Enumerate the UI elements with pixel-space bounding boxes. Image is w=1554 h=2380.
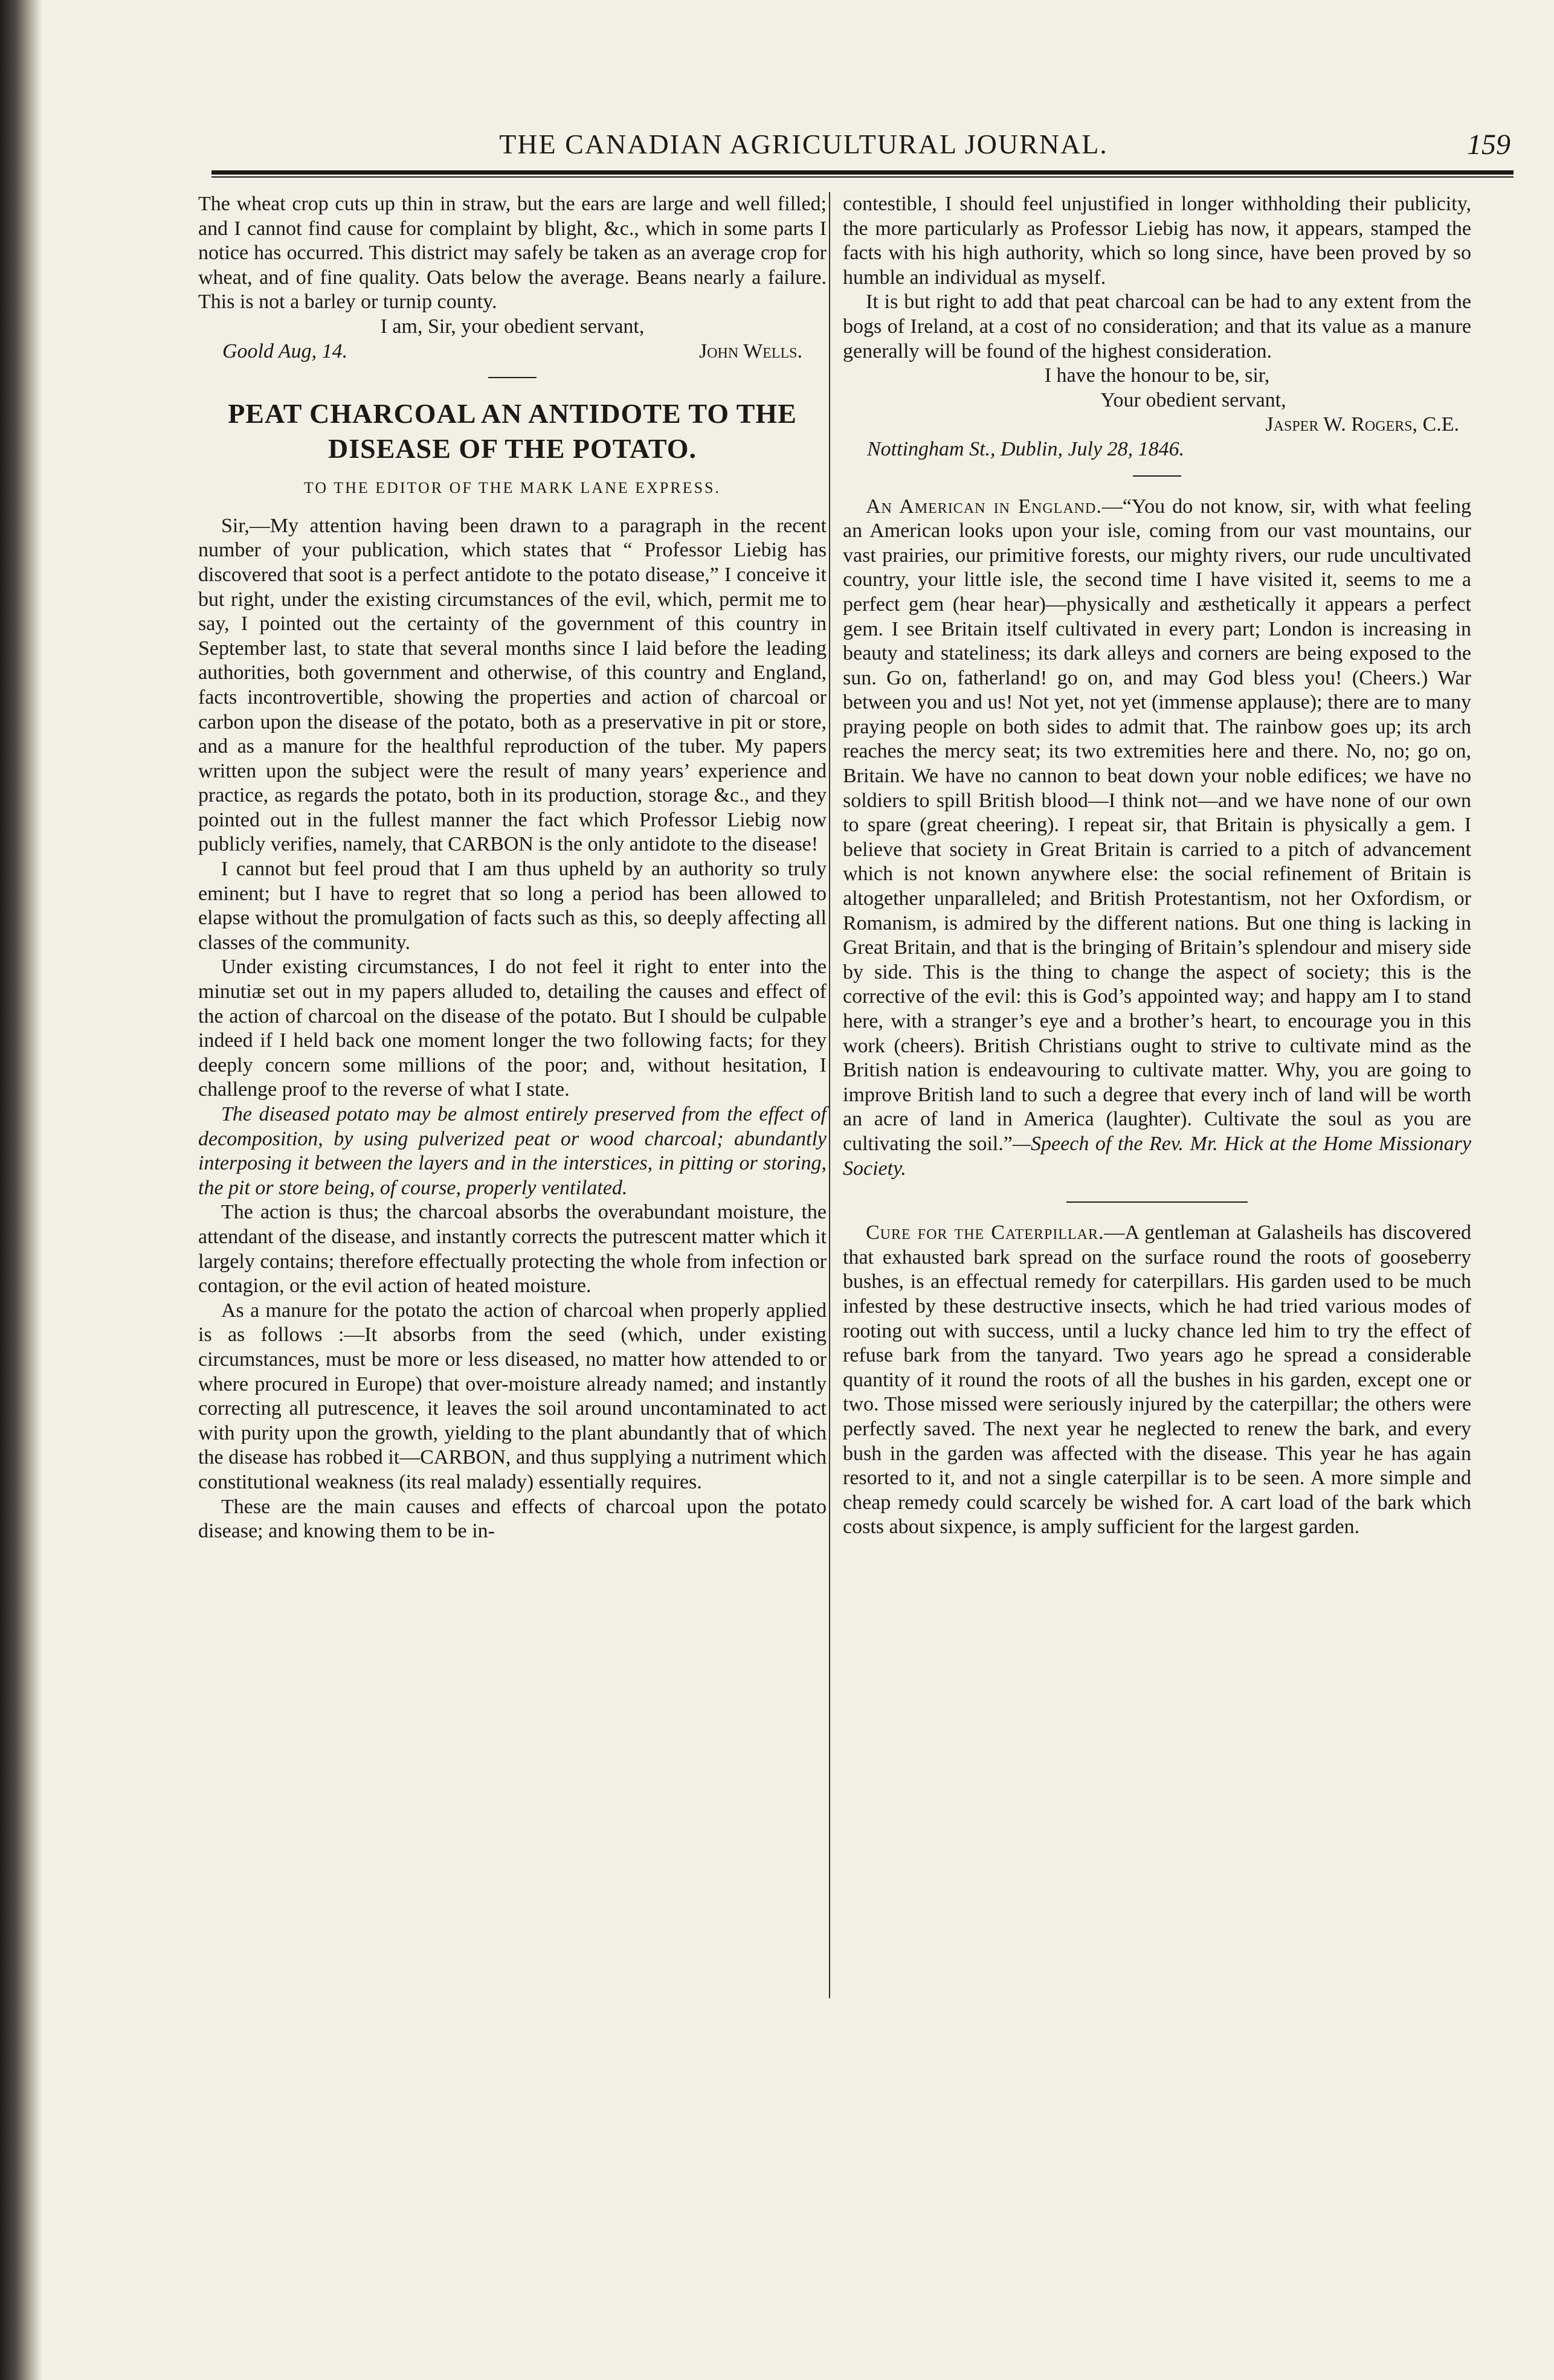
letter-wells-signature-row bbox=[198, 339, 827, 364]
letter-wells-closing: I am, Sir, your obedient servant, bbox=[380, 315, 645, 338]
article-peat-charcoal bbox=[198, 396, 827, 1544]
article-paragraph: As a manure for the potato the action of charcoal when properly applied is as follows :—It absorbs from the seed (which, under existing circumstances, must be more or less diseased, no matter how attended to or where procured in Europe) that over-moisture already named; and instantly correcting all putrescence, it leaves the soil around uncontaminated to act with purity upon the growth, yielding to the plant abundantly that of which the disease has robbed it—CARBON, and thus supplying a nutriment which constitutional weakness (its real malady) essentially requires. bbox=[198, 1299, 827, 1493]
letter-wells-place: Goold Aug, 14. bbox=[222, 339, 348, 362]
section-rule bbox=[1066, 1201, 1248, 1203]
page-number: 159 bbox=[1467, 129, 1510, 161]
article-paragraph bbox=[843, 1221, 1471, 1540]
letter-wells bbox=[198, 192, 827, 364]
article-paragraph: The diseased potato may be almost entirely preserved from the effect of decomposition, by using pulverized peat or wood charcoal; abundantly interposing it between the layers and in the interstices, in pitting or storing, the pit or store being, of course, properly ventilated. bbox=[198, 1103, 827, 1199]
page-header bbox=[218, 128, 1510, 170]
running-title: THE CANADIAN AGRICULTURAL JOURNAL. bbox=[499, 129, 1108, 159]
article-subtitle: TO THE EDITOR OF THE MARK LANE EXPRESS. bbox=[303, 479, 721, 497]
letter-wells-signature: John Wells. bbox=[698, 339, 802, 362]
article-paragraph bbox=[843, 495, 1471, 1182]
column-divider bbox=[829, 192, 830, 1998]
right-column bbox=[843, 192, 1471, 1540]
section-rule bbox=[1133, 475, 1181, 477]
article-body: —A gentleman at Galasheils has discovered that exhausted bark spread on the surface round the roots of gooseberry bushes, is an effectual remedy for caterpillars. His garden used to be much infested by these destructive insects, which he had tried various modes of rooting out with success, until a lucky chance led him to try the effect of refuse bark from the tanyard. Two years ago he spread a considerable quantity of it round the roots of all the bushes in his garden, except one or two. Those missed were seriously injured by the caterpillar; the others were perfectly saved. The next year he neglected to renew the bark, and every bush in the garden was affected with the disease. This year he has again resorted to it, and not a single caterpillar is to be seen. A more simple and cheap remedy could scarcely be wished for. A cart load of the bark which costs about sixpence, is amply sufficient for the largest garden. bbox=[843, 1221, 1471, 1539]
article-american-in-england bbox=[843, 495, 1471, 1182]
article-paragraph: Under existing circumstances, I do not feel it right to enter into the minutiæ set out in my papers alluded to, detailing the causes and effect of the action of charcoal on the disease of the potato. But I should be culpable indeed if I held back one moment longer the two following facts; for they deeply concern some millions of the poor; and, without hesitation, I challenge proof to the reverse of what I state. bbox=[198, 956, 827, 1101]
article-source: —Speech of the Rev. Mr. Hick at the Home Missionary Society. bbox=[843, 1132, 1472, 1180]
article-title: PEAT CHARCOAL AN ANTIDOTE TO THE DISEASE OF THE POTATO. bbox=[228, 398, 797, 465]
article-body: —“You do not know, sir, with what feeling an American looks upon your isle, coming from our vast mountains, our vast prairies, our primitive forests, our mighty rivers, our rude uncultivated country, your little isle, the second time I have visited it, seems to me a perfect gem (hear hear)—physically and æsthetically it appears a perfect gem. I see Britain itself cultivated in every part; London is increasing in beauty and stateliness; its dark alleys and corners are being exposed to the sun. Go on, fatherland! go on, and may God bless you! (Cheers.) War between you and us! Not yet, not yet (immense applause); there are to many praying people on both sides to admit that. The rainbow goes up; its arch reaches the mercy seat; its two extremities here and there. No, no; go on, Britain. We have no cannon to beat down your noble edifices; we have no soldiers to spill British blood—I think not—and we have none of our own to spare (great cheering). I repeat sir, that Britain is physically a gem. I believe that society in Great Britain is carried to a pitch of advancement which is not known anywhere else: the social refinement of Britain is altogether unparalleled; and British Protestantism, not her Oxfordism, or Romanism, is admired by the different nations. But one thing is lacking in Great Britain, and that is the bringing of Britain’s splendour and misery side by side. This is the thing to change the aspect of society; this is the corrective of the evil: this is God’s appointed way; and happy am I to stand here, with a stranger’s eye and a brother’s heart, to encourage you in this work (cheers). British Christians ought to strive to cultivate mind as the British nation is endeavouring to cultivate matter. Why, you are going to improve British land to such a degree that every inch of land will be worth an acre of land in America (laughter). Cultivate the soul as you are cultivating the soil.” bbox=[843, 495, 1471, 1155]
header-rule bbox=[211, 170, 1514, 178]
article-peat-charcoal-continued bbox=[843, 192, 1471, 462]
binding-shadow bbox=[0, 0, 42, 2380]
article-paragraph: The action is thus; the charcoal absorbs the overabundant moisture, the attendant of the disease, and instantly corrects the putrescent matter which it largely contains; therefore effectually protecting the whole from infection or contagion, or the evil action of heated moisture. bbox=[198, 1201, 827, 1298]
article-run-in-heading: An American in England. bbox=[866, 495, 1102, 518]
letter-wells-body: The wheat crop cuts up thin in straw, but the ears are large and well filled; and I cannot find cause for complaint by blight, &c., which in some parts I notice has occurred. This district may safely be taken as an average crop for wheat, and of fine quality. Oats below the average. Beans nearly a failure. This is not a barley or turnip county. bbox=[198, 193, 827, 314]
article-dateline: Nottingham St., Dublin, July 28, 1846. bbox=[867, 437, 1185, 460]
section-rule bbox=[488, 377, 537, 378]
article-paragraph: I cannot but feel proud that I am thus upheld by an authority so truly eminent; but I have to regret that so long a period has been allowed to elapse without the promulgation of facts such as this, so deeply affecting all classes of the community. bbox=[198, 858, 827, 954]
article-paragraph: It is but right to add that peat charcoal can be had to any extent from the bogs of Ireland, at a cost of no consideration; and that its value as a manure generally will be found of the highest consideration. bbox=[843, 291, 1471, 362]
article-signature: Jasper W. Rogers, C.E. bbox=[1265, 413, 1459, 436]
article-run-in-heading: Cure for the Caterpillar. bbox=[866, 1221, 1104, 1244]
article-cure-caterpillar bbox=[843, 1221, 1471, 1540]
left-column bbox=[198, 192, 827, 1544]
article-closing-line: Your obedient servant, bbox=[1100, 388, 1286, 411]
article-closing-line: I have the honour to be, sir, bbox=[1044, 364, 1270, 387]
article-paragraph: These are the main causes and effects of charcoal upon the potato disease; and knowing them to be in- bbox=[198, 1495, 827, 1543]
article-paragraph: Sir,—My attention having been drawn to a paragraph in the recent number of your publication, which states that “ Professor Liebig has discovered that soot is a perfect antidote to the potato disease,” I conceive it but right, under the existing circumstances of the evil, which, permit me to say, I pointed out the certainty of the government of this country in September last, to state that several months since I laid before the leading authorities, both government and otherwise, of this country and England, facts incontrovertible, showing the properties and action of charcoal or carbon upon the disease of the potato, both as a preservative in pit or store, and as a manure for the healthful reproduction of the tuber. My papers written upon the subject were the result of many years’ experience and practice, as regards the potato, both in its production, storage &c., and they pointed out in the fullest manner the fact which Professor Liebig now publicly verifies, namely, that CARBON is the only antidote to the disease! bbox=[198, 514, 827, 856]
article-paragraph: contestible, I should feel unjustified in longer withholding their publicity, the more particularly as Professor Liebig has now, it appears, stamped the facts with his high authority, which so long since, have been proved by so humble an individual as myself. bbox=[843, 193, 1471, 289]
